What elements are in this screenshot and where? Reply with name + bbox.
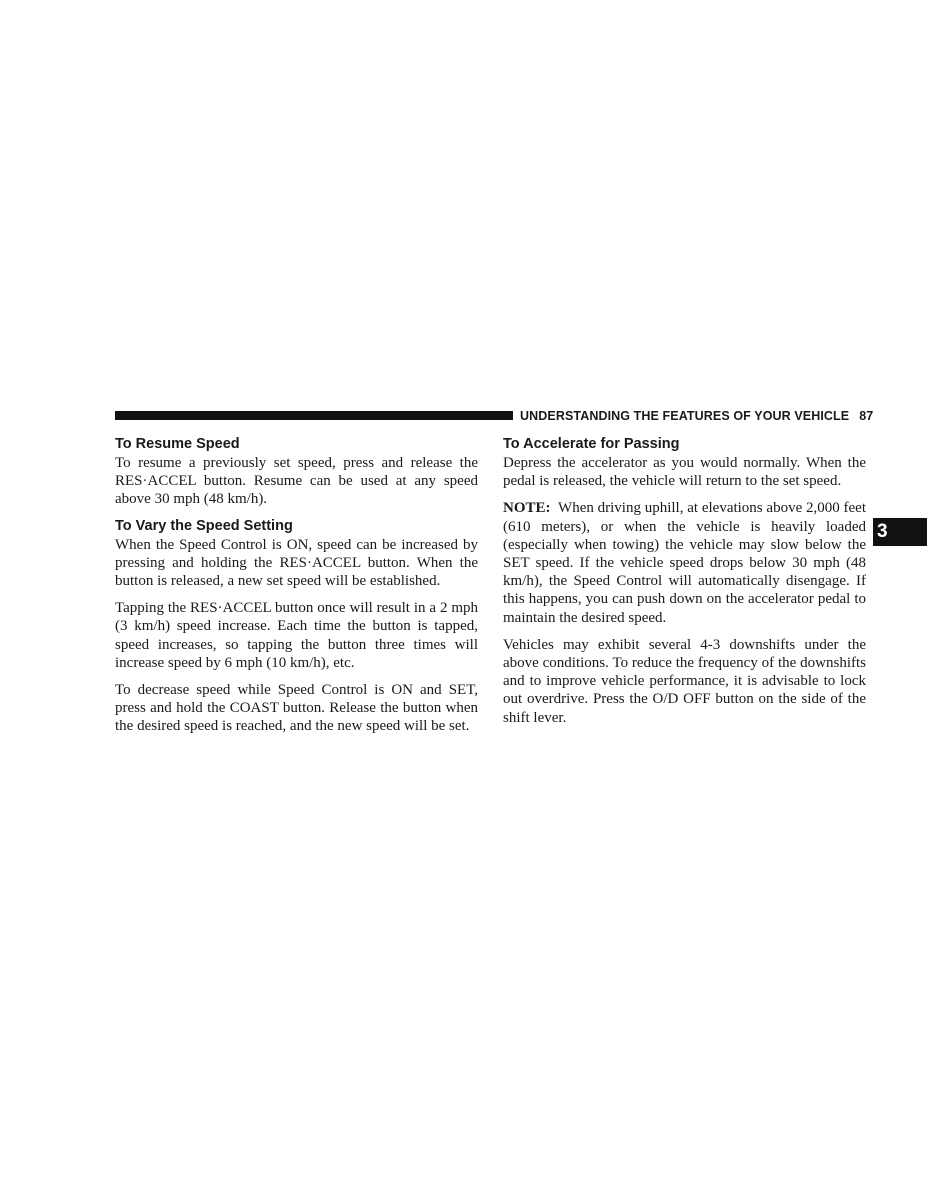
note-label: NOTE: [503, 500, 551, 517]
left-column [115, 435, 478, 736]
heading-vary-speed: To Vary the Speed Setting [115, 517, 293, 534]
paragraph-downshifts: Vehicles may exhibit several 4-3 downshifts under the above conditions. To reduce the frequency of the downshifts and to improve vehicle performance, it is advisable to lock out overdrive. Press the O/D OFF button on the side of the shift lever. [503, 636, 866, 726]
header-title: UNDERSTANDING THE FEATURES OF YOUR VEHICLE [520, 409, 850, 423]
heading-resume-speed: To Resume Speed [115, 436, 240, 452]
paragraph-vary-speed-3: To decrease speed while Speed Control is ON and SET, press and hold the COAST button. Release the button when the desired speed is reached, and the new speed will be set. [115, 682, 478, 735]
paragraph-vary-speed-2: Tapping the RES·ACCEL button once will result in a 2 mph (3 km/h) speed increase. Each time the button is tapped, speed increases, so tapping the button three times will increase speed by 6 mph (10 km/h), etc. [115, 600, 478, 671]
chapter-tab: 3 [873, 518, 927, 546]
note-paragraph [503, 499, 866, 626]
paragraph-resume-speed: To resume a previously set speed, press and release the RES·ACCEL button. Resume can be used at any speed above 30 mph (48 km/h). [115, 455, 478, 508]
heading-accelerate-passing: To Accelerate for Passing [503, 436, 680, 452]
header-rule [115, 411, 513, 420]
page-number: 87 [859, 409, 874, 423]
note-text: When driving uphill, at elevations above 2,000 feet (610 meters), or when the vehicle is heavily loaded (especially when towing) the vehicle may slow below the SET speed. If the vehicle speed drops below 30 mph (48 km/h), the Speed Control will automatically disengage. If this happens, you can push down on the accelerator pedal to maintain the desired speed. [503, 500, 866, 626]
right-column [503, 435, 866, 727]
paragraph-vary-speed-1: When the Speed Control is ON, speed can be increased by pressing and holding the RES·ACCEL button. When the button is released, a new set speed will be established. [115, 536, 478, 590]
paragraph-accelerate-passing: Depress the accelerator as you would normally. When the pedal is released, the vehicle will return to the set speed. [503, 455, 866, 490]
running-header [520, 408, 874, 424]
